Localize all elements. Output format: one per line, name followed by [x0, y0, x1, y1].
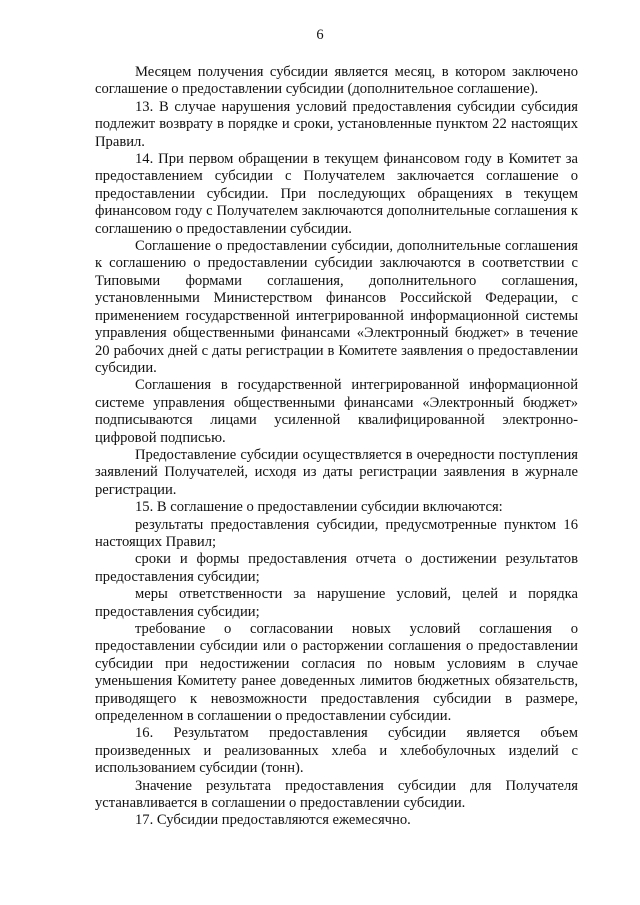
paragraph-item-16: 16. Результатом предоставления субсидии является объем произведенных и реализованных хлеба и хлебобулочных изделий с использованием субсидии (тонн). — [95, 725, 578, 777]
list-item-new-conditions: требование о согласовании новых условий соглашения о предоставлении субсидии или о расторжении соглашения о предоставлении субсидии при недостижении согласия по новым условиям в случае уменьшения Комитету ранее доведенных лимитов бюджетных обязательств, приводящего к невозможности предоставления субсидии в размере, определенном в соглашении о предоставлении субсидии. — [95, 621, 578, 725]
paragraph-result-value: Значение результата предоставления субсидии для Получателя устанавливается в соглашении о предоставлении субсидии. — [95, 777, 578, 812]
paragraph-subsidy-order: Предоставление субсидии осуществляется в очередности поступления заявлений Получателей, исходя из даты регистрации заявления в журнале регистрации. — [95, 446, 578, 498]
paragraph-agreement-conclusion: Соглашение о предоставлении субсидии, дополнительные соглашения к соглашению о предоставлении субсидии заключаются в соответствии с Типовыми формами соглашения, дополнительного соглашения, установленными Министерством финансов Российской Федерации, с применением государственной интегрированной информационной системы управления общественными финансами «Электронный бюджет» в течение 20 рабочих дней с даты регистрации в Комитете заявления о предоставлении субсидии. — [95, 238, 578, 376]
paragraph-subsidy-month: Месяцем получения субсидии является месяц, в котором заключено соглашение о предоставлении субсидии (дополнительное соглашение). — [95, 64, 578, 98]
paragraph-item-17: 17. Субсидии предоставляются ежемесячно. — [135, 812, 411, 829]
paragraph-item-14: 14. При первом обращении в текущем финансовом году в Комитет за предоставлением субсидии с Получателем заключается соглашение о предоставлении субсидии. При последующих обращениях в текущем финансовом году с Получателем заключаются дополнительные соглашения к соглашению о предоставлении субсидии. — [95, 151, 578, 237]
list-item-liability: меры ответственности за нарушение условий, целей и порядка предоставления субсидии; — [95, 586, 578, 620]
paragraph-item-13: 13. В случае нарушения условий предоставления субсидии субсидия подлежит возврату в порядке и сроки, установленные пунктом 22 настоящих Правил. — [95, 98, 578, 150]
page-number: 6 — [316, 27, 324, 43]
document-body — [95, 64, 578, 830]
paragraph-item-15: 15. В соглашение о предоставлении субсидии включаются: — [135, 499, 503, 516]
paragraph-agreement-signing: Соглашения в государственной интегрированной информационной системе управления общественными финансами «Электронный бюджет» подписываются лицами усиленной квалифицированной электронно-цифровой подписью. — [95, 377, 578, 446]
list-item-results: результаты предоставления субсидии, предусмотренные пунктом 16 настоящих Правил; — [95, 516, 578, 550]
list-item-report-terms: сроки и формы предоставления отчета о достижении результатов предоставления субсидии; — [95, 551, 578, 585]
